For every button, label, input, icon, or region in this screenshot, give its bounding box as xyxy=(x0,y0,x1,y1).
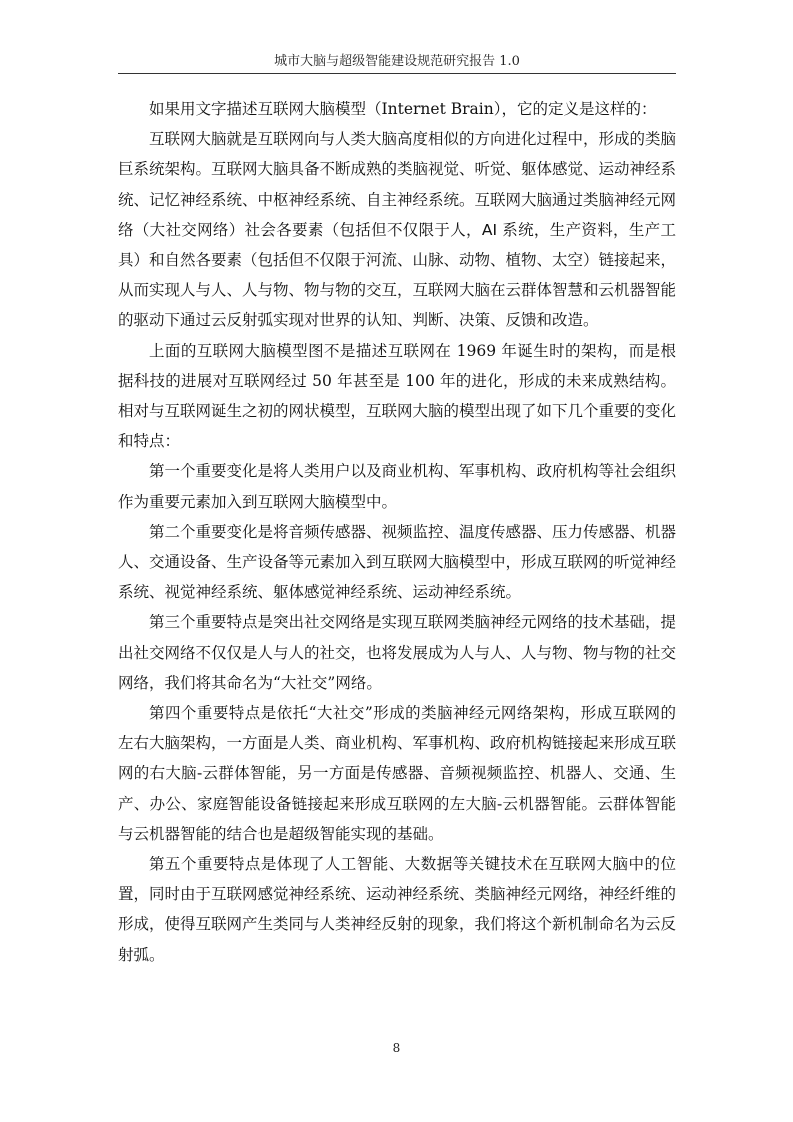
paragraph-definition: 互联网大脑就是互联网向与人类大脑高度相似的方向进化过程中，形成的类脑巨系统架构。互联网大脑具备不断成熟的类脑视觉、听觉、躯体感觉、运动神经系统、记忆神经系统、中枢神经系统、自主神经系统。互联网大脑通过类脑神经元网络（大社交网络）社会各要素（包括但不仅限于人，AI 系统，生产资料，生产工具）和自然各要素（包括但不仅限于河流、山脉、动物、植物、太空）链接起来，从而实现人与人、人与物、物与物的交互，互联网大脑在云群体智慧和云机器智能的驱动下通过云反射弧实现对世界的认知、判断、决策、反馈和改造。 xyxy=(118,130,677,330)
page-number: 8 xyxy=(392,1041,401,1055)
paragraph-feature-3: 第三个重要特点是突出社交网络是实现互联网类脑神经元网络的技术基础，提出社交网络不仅仅是人与人的社交，也将发展成为人与人、人与物、物与物的社交网络，我们将其命名为“大社交”网络。 xyxy=(118,613,677,692)
header-rule xyxy=(118,73,676,74)
paragraph-intro: 如果用文字描述互联网大脑模型（Internet Brain），它的定义是这样的： xyxy=(149,100,657,118)
paragraph-change-1: 第一个重要变化是将人类用户以及商业机构、军事机构、政府机构等社会组织作为重要元素加入到互联网大脑模型中。 xyxy=(118,462,677,511)
paragraph-feature-4: 第四个重要特点是依托“大社交”形成的类脑神经元网络架构，形成互联网的左右大脑架构，一方面是人类、商业机构、军事机构、政府机构链接起来形成互联网的右大脑-云群体智能，另一方面是传感器、音频视频监控、机器人、交通、生产、办公、家庭智能设备链接起来形成互联网的左大脑-云机器智能。云群体智能与云机器智能的结合也是超级智能实现的基础。 xyxy=(118,704,677,843)
paragraph-model-evolution: 上面的互联网大脑模型图不是描述互联网在 1969 年诞生时的架构，而是根据科技的进展对互联网经过 50 年甚至是 100 年的进化，形成的未来成熟结构。相对与互联网诞生之初的网状模型，互联网大脑的模型出现了如下几个重要的变化和特点： xyxy=(118,341,677,451)
running-header: 城市大脑与超级智能建设规范研究报告 1.0 xyxy=(274,54,520,69)
paragraph-change-2: 第二个重要变化是将音频传感器、视频监控、温度传感器、压力传感器、机器人、交通设备、生产设备等元素加入到互联网大脑模型中，形成互联网的听觉神经系统、视觉神经系统、躯体感觉神经系统、运动神经系统。 xyxy=(118,522,677,602)
document-body xyxy=(118,94,676,970)
paragraph-feature-5: 第五个重要特点是体现了人工智能、大数据等关键技术在互联网大脑中的位置，同时由于互联网感觉神经系统、运动神经系统、类脑神经元网络，神经纤维的形成，使得互联网产生类同与人类神经反射的现象，我们将这个新机制命名为云反射弧。 xyxy=(118,855,677,964)
